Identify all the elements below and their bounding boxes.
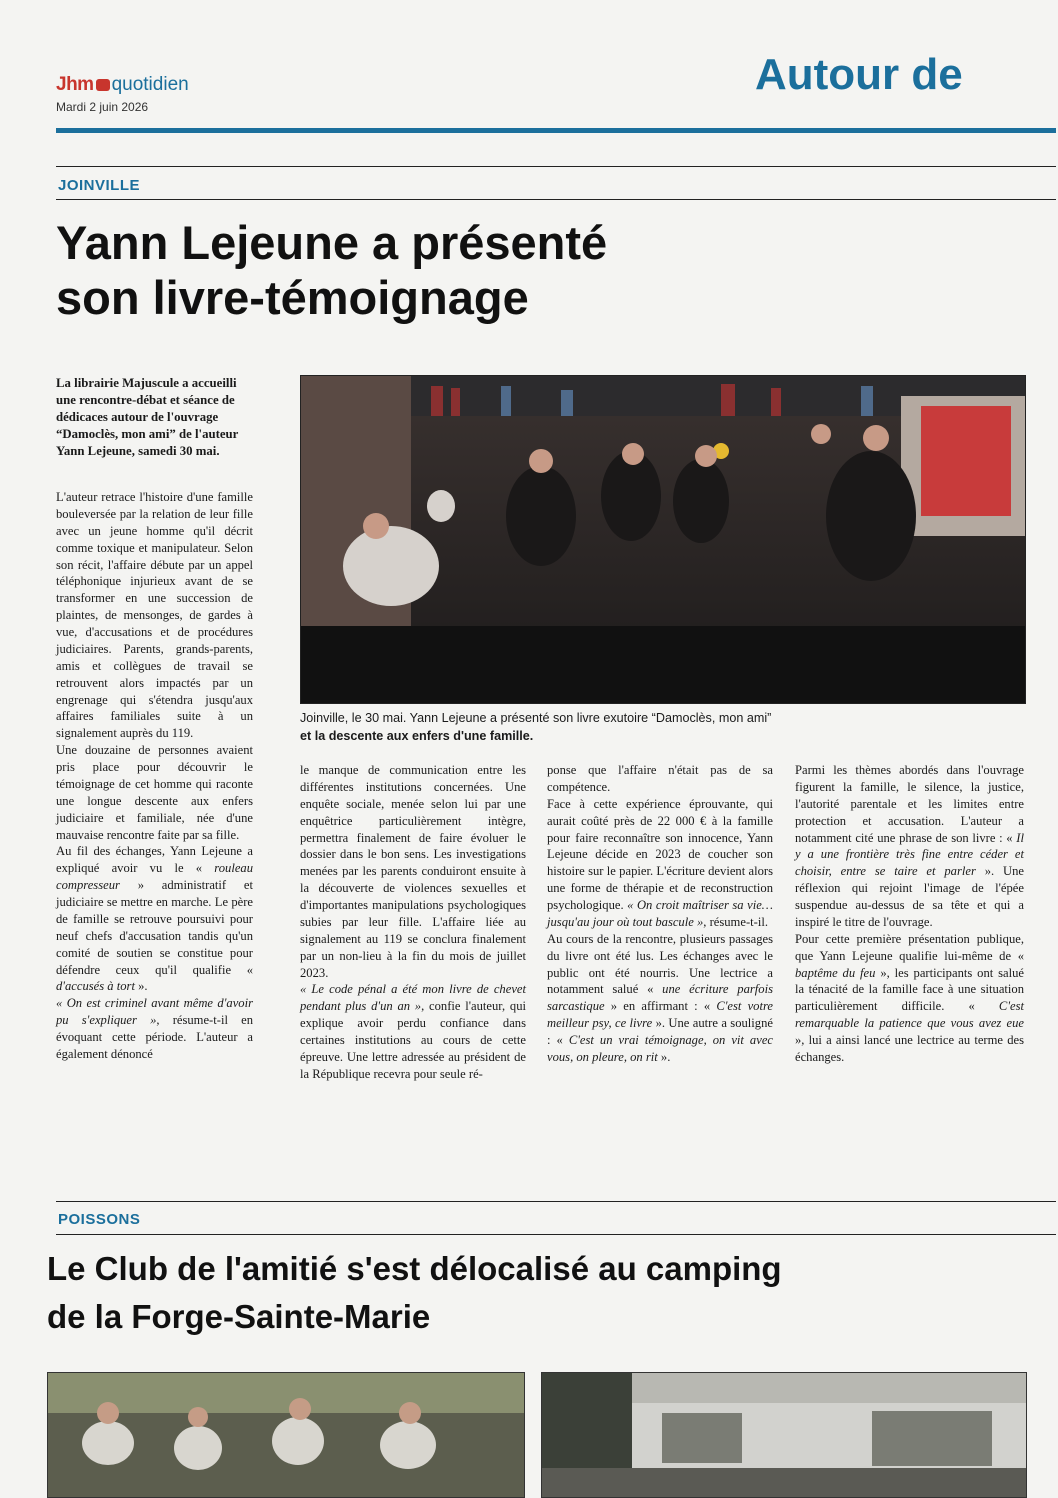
paragraph [547, 796, 773, 931]
article-kicker: JOINVILLE [58, 177, 141, 194]
text-run: Parmi les thèmes abordés dans l'ouvrage figurent la famille, le silence, la justice, l'autorité parentale et les limites entre protection et accusation. L'auteur a notamment cité une phrase de son livre : « [795, 763, 1024, 845]
article-lead: La librairie Majuscule a accueilli une rencontre-débat et séance de dédicaces autour de l'ouvrage “Damoclès, mon ami” de l'auteur Yann Lejeune, samedi 30 mai. [56, 376, 239, 459]
article-photo [47, 1372, 525, 1498]
paragraph [795, 762, 1024, 931]
divider [56, 166, 1056, 167]
quote: « On croit maîtriser sa vie… jusqu'au jour où tout bascule » [547, 898, 773, 929]
brand-name: Jhm [56, 74, 94, 95]
text-run: , résume-t-il. [703, 914, 768, 929]
quote: une écriture parfois sarcastique [547, 982, 773, 1014]
text-run: ». Une réflexion qui rejoint l'image de l'épée suspendue au-dessus de sa tête et qui a inspiré le titre de l'ouvrage. [795, 864, 1024, 929]
divider [56, 1201, 1056, 1202]
quote: d'accusés à tort [56, 979, 139, 994]
article-column-2 [300, 762, 526, 1083]
masthead-rule [56, 128, 1056, 133]
headline-line: de la Forge-Sainte-Marie [47, 1297, 431, 1335]
article-column-1 [56, 489, 253, 1063]
text-run: », les participants ont salué la ténacité de la famille face à une situation particulièrement difficile. « [795, 965, 1025, 1014]
bookstore-photo [301, 376, 1025, 703]
paragraph [300, 981, 526, 1082]
caption-line: et la descente aux enfers d'une famille. [300, 728, 534, 743]
paragraph: Une douzaine de personnes avaient pris place pour découvrir le témoignage de cet homme qui raconte une longue descente aux enfers judiciaire et familiale, née d'une mauvaise rencontre faite par sa fille. [56, 743, 253, 842]
quote: baptême du feu [795, 965, 881, 980]
quote: C'est votre meilleur psy, ce livre [547, 999, 774, 1031]
text-run: ». [660, 1049, 671, 1064]
issue-date: Mardi 2 juin 2026 [56, 100, 149, 114]
masthead-logo [56, 74, 189, 96]
paragraph: ponse que l'affaire n'était pas de sa compétence. [547, 763, 773, 794]
caption-line: Joinville, le 30 mai. Yann Lejeune a présenté son livre exutoire “Damoclès, mon ami” [300, 711, 772, 725]
text-run: » en affirmant : « [610, 999, 711, 1014]
text-run: Au cours de la rencontre, plusieurs passages du livre ont été lus. Les échanges avec le public ont été nourris. Une lectrice a notamment salué « [547, 931, 773, 997]
camping-photo-2 [542, 1373, 1026, 1497]
paragraph: le manque de communication entre les différentes institutions concernées. Une enquête sociale, menée selon lui par une enquêtrice particulièrement intègre, permettra finalement de faire évoluer le dossier dans le bon sens. Les investigations menées par les parents conduiront ensuite à la découverte de violences sexuelles et d'importantes manipulations psychologiques subies par leur fille. L'affaire liée au signalement au 119 se conclura finalement par un non-lieu à la fin du mois de juillet 2023. [300, 763, 526, 980]
text-run: », lui a ainsi lancé une lectrice au terme des échanges. [795, 1033, 1024, 1064]
quote: C'est un vrai témoignage, on vit avec vous, on pleure, on rit [547, 1033, 773, 1064]
text-run: Au fil des échanges, Yann Lejeune a expliqué avoir vu le « [56, 844, 253, 876]
text-run: ». Une autre a souligné : « [547, 1016, 773, 1047]
paragraph [547, 931, 773, 1066]
text-run: ». [138, 979, 148, 994]
headline-line: son livre-témoignage [56, 271, 529, 325]
article-kicker: POISSONS [58, 1211, 141, 1228]
text-run: , confie l'auteur, qui explique avoir perdu confiance dans certaines institutions au cours de cette épreuve. Une lettre adressée au président de la République recevra pour seule ré- [300, 999, 526, 1081]
article-column-4 [795, 762, 1024, 1066]
article-headline [47, 1245, 782, 1341]
logo-mark-icon [96, 79, 110, 91]
quote: Il y a une frontière très fine entre céder et choisir, entre se taire et parler [795, 830, 1024, 879]
quote: rouleau compresseur [56, 861, 253, 893]
article-photo [300, 375, 1026, 704]
camping-photo-1 [48, 1373, 524, 1497]
paragraph: L'auteur retrace l'histoire d'une famille bouleversée par la relation de leur fille avec un jeune homme qu'il décrit comme toxique et manipulateur. Selon son récit, l'affaire débute par un appel téléphonique injurieux avant de se transformer en une succession de plaintes, de mensonges, de gardes à vue, d'accusations et de procédures judiciaires. Parents, grands-parents, amis et collègues de travail se retrouvent alors impactés par un engrenage qui s'étendra jusqu'aux affaires familiales suite à un signalement auprès du 119. [56, 490, 253, 741]
text-run: Face à cette expérience éprouvante, qui aurait coûté près de 22 000 € à la famille pour faire reconnaître son innocence, Yann Lejeune décide en 2023 de coucher son histoire sur le papier. L'écriture devient alors une forme de thérapie et de reconstruction psychologique. [547, 796, 773, 912]
divider [56, 1234, 1056, 1235]
section-title: Autour de [755, 50, 963, 99]
quote: « Le code pénal a été mon livre de chevet pendant plus d'un an » [300, 982, 526, 1014]
paragraph [56, 843, 253, 995]
headline-line: Le Club de l'amitié s'est délocalisé au camping [47, 1250, 782, 1287]
article-photo [541, 1372, 1027, 1498]
text-run: Pour cette première présentation publique, que Yann Lejeune qualifie lui-même de « [795, 931, 1024, 963]
article-column-3 [547, 762, 773, 1066]
headline-line: Yann Lejeune a présenté [56, 216, 608, 269]
text-run: » administratif et judiciaire se mettre en marche. Le père de famille se retrouve poursuivi pour neuf chefs d'accusation tandis qu'un comité de soutien se constitue pour défendre ceux qu'il qualifie « [56, 878, 253, 977]
paragraph [56, 995, 253, 1063]
quote: « On est criminel avant même d'avoir pu s'expliquer » [56, 996, 253, 1028]
photo-caption [300, 710, 1024, 745]
product-name: quotidien [111, 74, 189, 95]
text-run: , résume-t-il en évoquant cette période. L'auteur a également dénoncé [56, 1013, 253, 1061]
quote: C'est remarquable la patience que vous avez eue [795, 999, 1024, 1031]
divider [56, 199, 1056, 200]
article-headline [56, 215, 607, 326]
paragraph [795, 931, 1024, 1066]
